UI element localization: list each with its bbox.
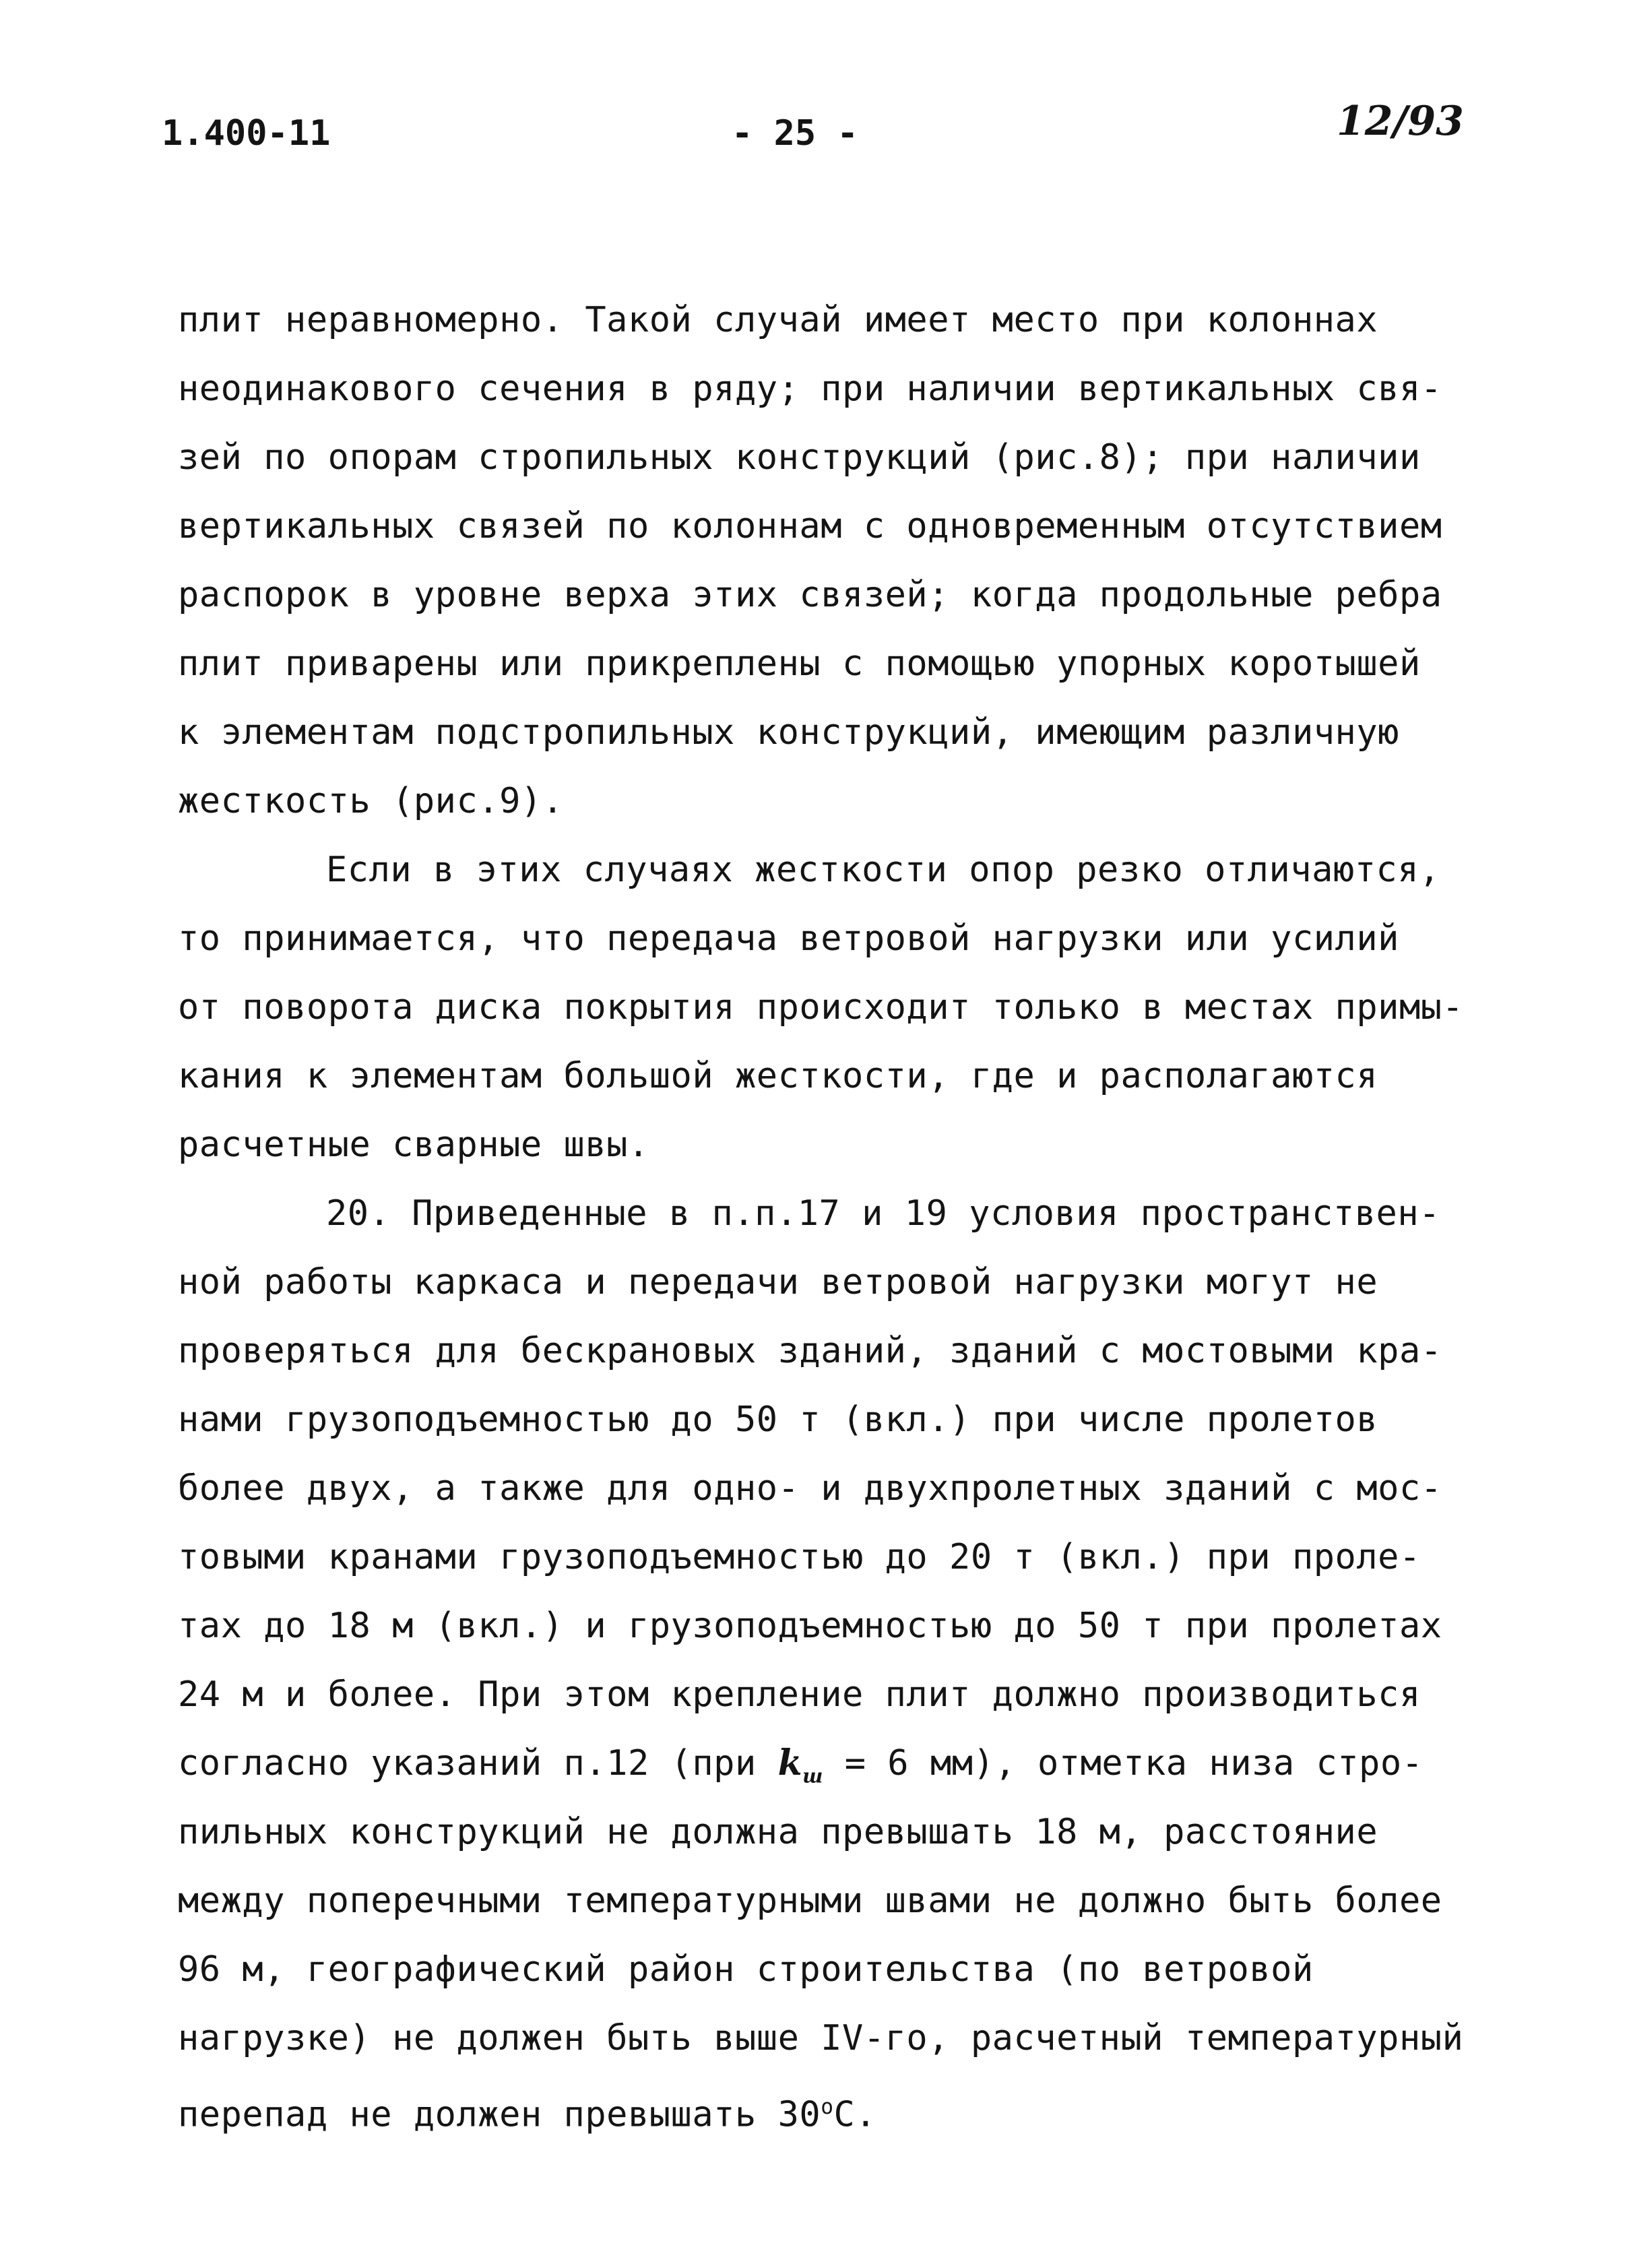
- final-line: [178, 2073, 1498, 2141]
- text-line: 96 м, географический район строительства (по ветровой: [178, 1949, 1314, 1990]
- weld-leg-symbol: [777, 1742, 823, 1788]
- formula-line-before: согласно указаний п.12 (при: [178, 1743, 778, 1784]
- text-line: между поперечными температурными швами не должно быть более: [178, 1881, 1442, 1921]
- text-line: более двух, а также для одно- и двухпролетных зданий с мос-: [178, 1468, 1442, 1509]
- weld-leg-symbol-letter: k: [777, 1742, 803, 1784]
- text-line: кания к элементам большой жесткости, где и располагаются: [178, 1056, 1378, 1096]
- final-line-text: перепад не должен превышать 30: [178, 2094, 821, 2135]
- text-line: плит неравномерно. Такой случай имеет место при колоннах: [178, 300, 1378, 340]
- text-line: жесткость (рис.9).: [178, 781, 564, 821]
- text-line: зей по опорам стропильных конструкций (рис.8); при наличии: [178, 437, 1421, 478]
- text-line: проверяться для бескрановых зданий, зданий с мостовыми кра-: [178, 1331, 1442, 1371]
- weld-leg-symbol-subscript: ш: [802, 1764, 823, 1788]
- paragraph-1: [178, 286, 1498, 836]
- formula-line: [178, 1729, 1498, 1798]
- paragraph-2: [178, 836, 1498, 1179]
- text-line: неодинакового сечения в ряду; при наличии вертикальных свя-: [178, 369, 1442, 409]
- text-line: ной работы каркаса и передачи ветровой нагрузки могут не: [178, 1262, 1378, 1302]
- formula-line-after: = 6 мм), отметка низа стро-: [823, 1743, 1424, 1784]
- temperature-unit: С.: [833, 2094, 877, 2135]
- text-line: 20. Приведенные в п.п.17 и 19 условия пространствен-: [326, 1193, 1440, 1234]
- page-number: - 25 -: [732, 113, 858, 154]
- body-text: [178, 286, 1498, 2141]
- text-line: от поворота диска покрытия происходит только в местах примы-: [178, 987, 1464, 1028]
- degree-sign: о: [821, 2095, 834, 2119]
- text-line: вертикальных связей по колоннам с одновременным отсутствием: [178, 506, 1442, 546]
- text-line: расчетные сварные швы.: [178, 1125, 649, 1165]
- text-line: то принимается, что передача ветровой нагрузки или усилий: [178, 918, 1399, 959]
- paragraph-3: [178, 1179, 1498, 2141]
- text-line: товыми кранами грузоподъемностью до 20 т (вкл.) при проле-: [178, 1537, 1421, 1577]
- text-line: нами грузоподъемностью до 50 т (вкл.) при числе пролетов: [178, 1399, 1378, 1440]
- text-line: Если в этих случаях жесткости опор резко отличаются,: [326, 850, 1440, 890]
- text-line: распорок в уровне верха этих связей; когда продольные ребра: [178, 575, 1442, 615]
- text-line: пильных конструкций не должна превышать 18 м, расстояние: [178, 1812, 1378, 1852]
- text-line: к элементам подстропильных конструкций, имеющим различную: [178, 712, 1399, 753]
- handwritten-page-note: 12/93: [1337, 98, 1464, 145]
- text-line: нагрузке) не должен быть выше IV-го, расчетный температурный: [178, 2018, 1464, 2058]
- text-line: 24 м и более. При этом крепление плит должно производиться: [178, 1674, 1421, 1715]
- text-line: плит приварены или прикреплены с помощью упорных коротышей: [178, 643, 1421, 684]
- document-code: 1.400-11: [162, 113, 331, 154]
- text-line: тах до 18 м (вкл.) и грузоподъемностью до 50 т при пролетах: [178, 1606, 1442, 1646]
